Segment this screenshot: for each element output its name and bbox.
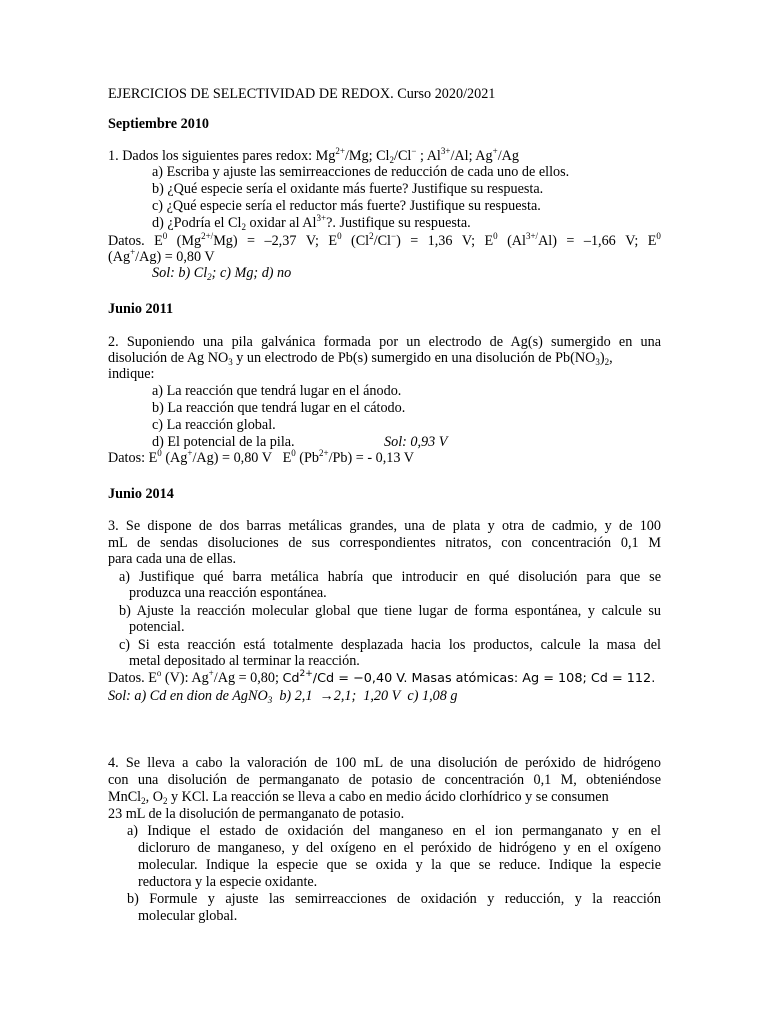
- ex3-item-a-line1: a) Justifique qué barra metálica habría que introducir en qué disolución para que se: [119, 569, 661, 585]
- ex2-intro-line3: indique:: [108, 366, 155, 382]
- ex2-intro-line2: disolución de Ag $NO_3$ y un electrodo de Pb(s) sumergido en una disolución de $Pb(NO_3)_2$,: [108, 350, 613, 367]
- ex4-intro-line2: con una disolución de permanganato de potasio de concentración 0,1 M, obteniéndose: [108, 772, 661, 788]
- ex2-solution: Sol: 0,93 V: [384, 434, 448, 450]
- ex1-intro: 1. Dados los siguientes pares redox: $Mg^{2+}/Mg$; $Cl_2/Cl^-$ ; $Al^{3+}/Al$; Ag+/Ag: [108, 146, 520, 165]
- ex4-intro-line4: 23 mL de la disolución de permanganato de potasio.: [108, 806, 405, 822]
- ex3-item-c-line1: c) Si esta reacción está totalmente desplazada hacia los productos, calcule la masa del: [119, 637, 661, 653]
- ex4-intro-line1: 4. Se lleva a cabo la valoración de 100 mL de una disolución de peróxido de hidrógeno: [108, 755, 661, 771]
- ex3-solution: Sol: a) Cd en dion de AgNO$_3$ b) 2,1 →2,1; 1,20 V c) 1,08 g: [108, 688, 458, 705]
- ex3-intro-line2: mL de sendas disoluciones de sus correspondientes nitratos, con concentración 0,1 M: [108, 535, 661, 551]
- ex1-datos-line2: (Ag+/Ag) = 0,80 V: [108, 247, 215, 265]
- section-heading-junio-2011: Junio 2011: [108, 301, 174, 317]
- ex3-item-b-line1: b) Ajuste la reacción molecular global que tiene lugar de forma espontánea, y calcule su: [119, 603, 661, 619]
- ex2-item-b: b) La reacción que tendrá lugar en el cátodo.: [152, 400, 406, 416]
- ex4-item-a-line2: dicloruro de manganeso, y del oxígeno en el peróxido de hidrógeno y en el oxígeno: [138, 840, 661, 856]
- ex2-intro-line1: 2. Suponiendo una pila galvánica formada por un electrodo de Ag(s) sumergido en una: [108, 334, 661, 350]
- ex3-datos: Datos. $E^o$ (V): Ag+/Ag = 0,80; $Cd^{2+}/Cd = -0,40$ V. Masas atómicas: Ag = 108; Cd = 112.: [108, 668, 656, 686]
- section-heading-junio-2014: Junio 2014: [108, 486, 174, 502]
- ex3-item-a-line2: produzca una reacción espontánea.: [129, 585, 327, 601]
- section-heading-septiembre-2010: Septiembre 2010: [108, 116, 210, 132]
- ex1-item-b: b) ¿Qué especie sería el oxidante más fuerte? Justifique su respuesta.: [152, 181, 544, 197]
- ex1-item-a: a) Escriba y ajuste las semirreacciones de reducción de cada uno de ellos.: [152, 164, 570, 180]
- ex2-item-c: c) La reacción global.: [152, 417, 276, 433]
- ex3-intro-line3: para cada una de ellas.: [108, 551, 237, 567]
- ex1-item-c: c) ¿Qué especie sería el reductor más fuerte? Justifique su respuesta.: [152, 198, 541, 214]
- document-title: EJERCICIOS DE SELECTIVIDAD DE REDOX. Curso 2020/2021: [108, 86, 496, 102]
- ex3-intro-line1: 3. Se dispone de dos barras metálicas grandes, una de plata y otra de cadmio, y de 100: [108, 518, 661, 534]
- ex4-item-b-line2: molecular global.: [138, 908, 238, 924]
- ex4-item-a-line1: a) Indique el estado de oxidación del manganeso en el ion permanganato y en el: [127, 823, 661, 839]
- ex2-item-a: a) La reacción que tendrá lugar en el ánodo.: [152, 383, 402, 399]
- ex1-datos-line1: Datos. $E^0$ $(Mg^{2+/}Mg)$ = –2,37 V; $E^0$ (Cl$^2$/Cl−) = 1,36 V; $E^0$ $(Al^{3+/}Al)$ = –1,66 V; $E^0$: [108, 231, 661, 249]
- ex2-datos: Datos: $E^0$ (Ag+/Ag) = 0,80 V $E^0$ $(Pb^{2+}/Pb)$ = - 0,13 V: [108, 448, 414, 466]
- ex4-item-a-line3: molecular. Indique la especie que se oxida y la que se reduce. Indique la especie: [138, 857, 661, 873]
- ex3-item-b-line2: potencial.: [129, 619, 185, 635]
- ex1-solution: Sol: b) $Cl_2$; c) Mg; d) no: [152, 265, 292, 282]
- ex2-item-d: d) El potencial de la pila.: [152, 434, 295, 450]
- ex4-item-b-line1: b) Formule y ajuste las semirreacciones de oxidación y reducción, y la reacción: [127, 891, 661, 907]
- ex3-item-c-line2: metal depositado al terminar la reacción.: [129, 653, 360, 669]
- ex4-intro-line3: MnCl$_2$, $O_2$ y KCl. La reacción se lleva a cabo en medio ácido clorhídrico y se consumen: [108, 789, 609, 806]
- ex1-item-d: d) ¿Podría el $Cl_2$ oxidar al $Al^{3+}$?. Justifique su respuesta.: [152, 213, 471, 232]
- ex4-item-a-line4: reductora y la especie oxidante.: [138, 874, 318, 890]
